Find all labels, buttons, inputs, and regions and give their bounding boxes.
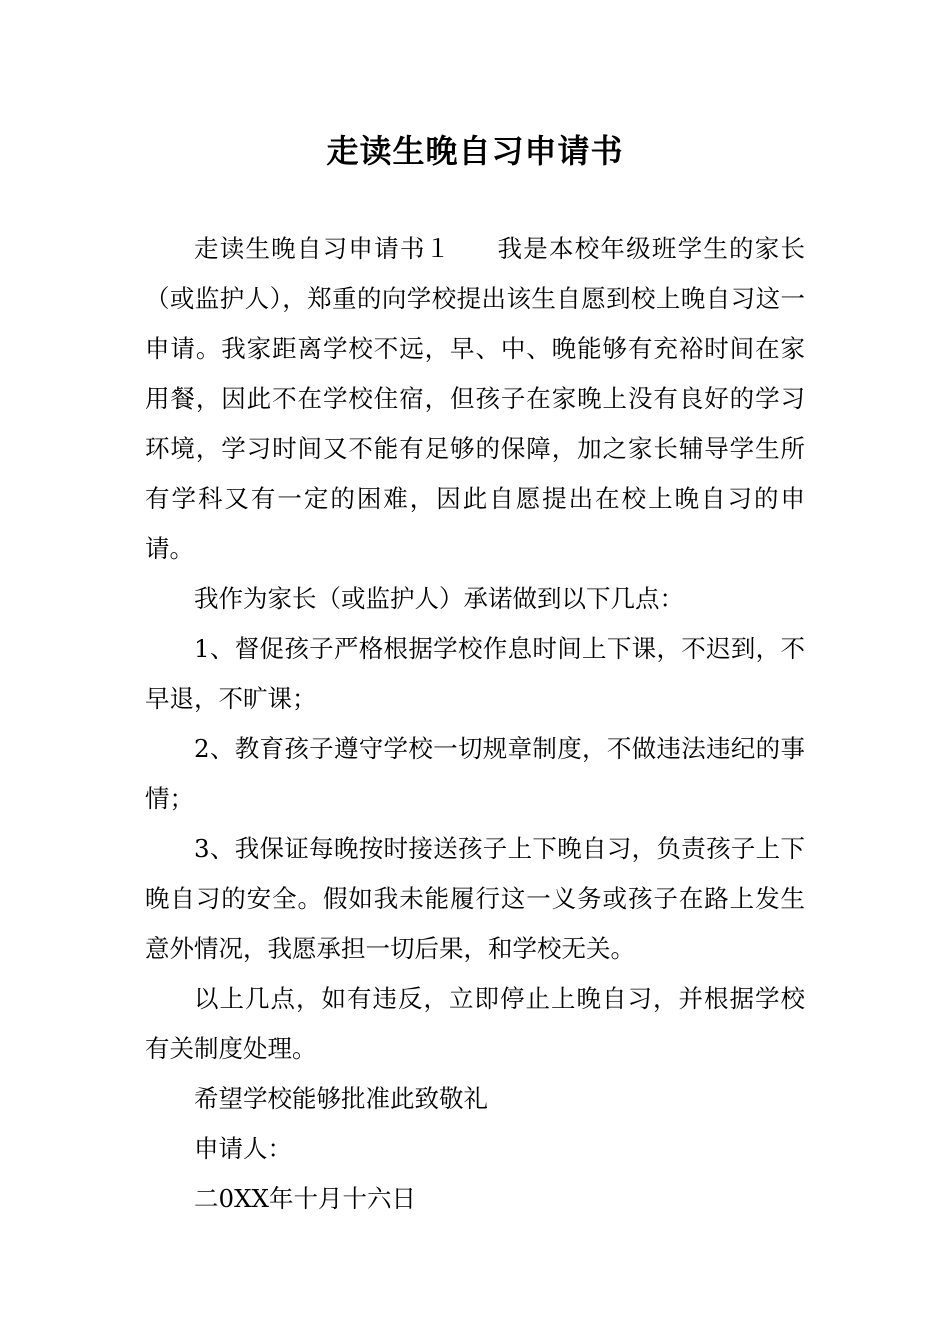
paragraph-intro: [145, 224, 805, 574]
paragraph-4: 2、教育孩子遵守学校一切规章制度，不做违法违纪的事情；: [145, 734, 805, 813]
date-line: 二0XX年十月十六日: [194, 1184, 416, 1213]
paragraph-1-text: 我是本校年级班学生的家长（或监护人），郑重的向学校提出该生自愿到校上晚自习这一申请。我家距离学校不远，早、中、晚能够有充裕时间在家用餐，因此不在学校住宿，但孩子在家晚上没有良好的学习环境，学习时间又不能有足够的保障，加之家长辅导学生所有学科又有一定的困难，因此自愿提出在校上晚自习的申请。: [145, 234, 806, 563]
paragraph-6: 以上几点，如有违反，立即停止上晚自习，并根据学校有关制度处理。: [145, 984, 805, 1063]
document-title: 走读生晚自习申请书: [326, 132, 624, 170]
applicant-line: 申请人：: [194, 1134, 292, 1163]
intro-heading: 走读生晚自习申请书１: [194, 234, 452, 263]
paragraph-2: 我作为家长（或监护人）承诺做到以下几点：: [194, 584, 684, 613]
paragraph-3: 1、督促孩子严格根据学校作息时间上下课，不迟到，不早退，不旷课；: [145, 634, 805, 713]
document-body: [145, 224, 805, 1224]
paragraph-5: 3、我保证每晚按时接送孩子上下晚自习，负责孩子上下晚自习的安全。假如我未能履行这一义务或孩子在路上发生意外情况，我愿承担一切后果，和学校无关。: [145, 834, 805, 963]
paragraph-7: 希望学校能够批准此致敬礼: [194, 1084, 488, 1113]
